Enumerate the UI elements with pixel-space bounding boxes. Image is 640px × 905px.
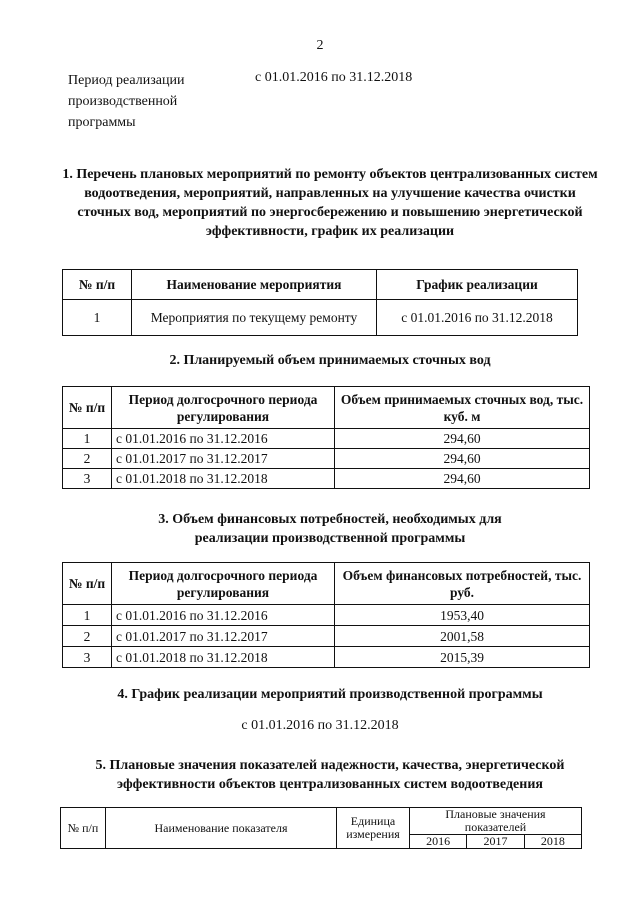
cell-period: с 01.01.2018 по 31.12.2018 (112, 647, 335, 668)
table-row (63, 605, 590, 626)
cell-volume: 294,60 (335, 429, 590, 449)
col-header-period: Период долгосрочного периода регулирования (112, 563, 335, 605)
page-number: 2 (316, 38, 324, 53)
col-header-num: № п/п (63, 270, 132, 300)
section2-title: 2. Планируемый объем принимаемых сточных вод (169, 353, 491, 368)
col-header-num: № п/п (63, 563, 112, 605)
col-header-year-2017: 2017 (467, 835, 524, 849)
cell-volume: 294,60 (335, 469, 590, 489)
cell-num: 1 (63, 429, 112, 449)
section4-schedule: с 01.01.2016 по 31.12.2018 (241, 718, 399, 733)
col-header-activity: Наименование мероприятия (132, 270, 377, 300)
cell-schedule: с 01.01.2016 по 31.12.2018 (377, 300, 578, 336)
section5-title: 5. Плановые значения показателей надежности, качества, энергетической эффективности объектов централизованных систем водоотведения (95, 758, 565, 792)
col-header-year-2018: 2018 (524, 835, 581, 849)
cell-period: с 01.01.2016 по 31.12.2016 (112, 605, 335, 626)
table-row (63, 429, 590, 449)
section4-title: 4. График реализации мероприятий производственной программы (117, 687, 543, 702)
cell-finance: 1953,40 (335, 605, 590, 626)
col-header-num: № п/п (61, 808, 106, 849)
table-row (63, 469, 590, 489)
col-header-num: № п/п (63, 387, 112, 429)
col-header-year-2016: 2016 (410, 835, 467, 849)
table-row (63, 626, 590, 647)
cell-num: 1 (63, 300, 132, 336)
cell-finance: 2015,39 (335, 647, 590, 668)
cell-period: с 01.01.2016 по 31.12.2016 (112, 429, 335, 449)
cell-num: 3 (63, 469, 112, 489)
col-header-volume: Объем принимаемых сточных вод, тыс. куб. м (335, 387, 590, 429)
col-header-indicator: Наименование показателя (106, 808, 337, 849)
col-header-planned: Плановые значения показателей (410, 808, 582, 835)
period-value: с 01.01.2016 по 31.12.2018 (255, 70, 413, 85)
section1-title: 1. Перечень плановых мероприятий по ремонту объектов централизованных систем водоотведения, мероприятий, направленных на улучшение качества очистки сточных вод, мероприятий по энергосбережению и повышению энергетической эффективности, график их реализации (62, 167, 598, 239)
cell-period: с 01.01.2017 по 31.12.2017 (112, 626, 335, 647)
col-header-unit: Единица измерения (337, 808, 410, 849)
cell-num: 1 (63, 605, 112, 626)
col-header-finance: Объем финансовых потребностей, тыс. руб. (335, 563, 590, 605)
cell-period: с 01.01.2017 по 31.12.2017 (112, 449, 335, 469)
period-label: Период реализации производственной программы (68, 73, 185, 130)
wastewater-volume-table (62, 386, 590, 489)
activities-table (62, 269, 578, 336)
table-row (63, 300, 578, 336)
indicators-table (60, 807, 582, 849)
cell-num: 3 (63, 647, 112, 668)
section3-title: 3. Объем финансовых потребностей, необходимых для реализации производственной программы (158, 512, 502, 546)
table-row (63, 449, 590, 469)
cell-period: с 01.01.2018 по 31.12.2018 (112, 469, 335, 489)
cell-num: 2 (63, 626, 112, 647)
table-row (63, 647, 590, 668)
col-header-period: Период долгосрочного периода регулирования (112, 387, 335, 429)
col-header-schedule: График реализации (377, 270, 578, 300)
cell-num: 2 (63, 449, 112, 469)
financial-needs-table (62, 562, 590, 668)
cell-activity: Мероприятия по текущему ремонту (132, 300, 377, 336)
cell-volume: 294,60 (335, 449, 590, 469)
cell-finance: 2001,58 (335, 626, 590, 647)
